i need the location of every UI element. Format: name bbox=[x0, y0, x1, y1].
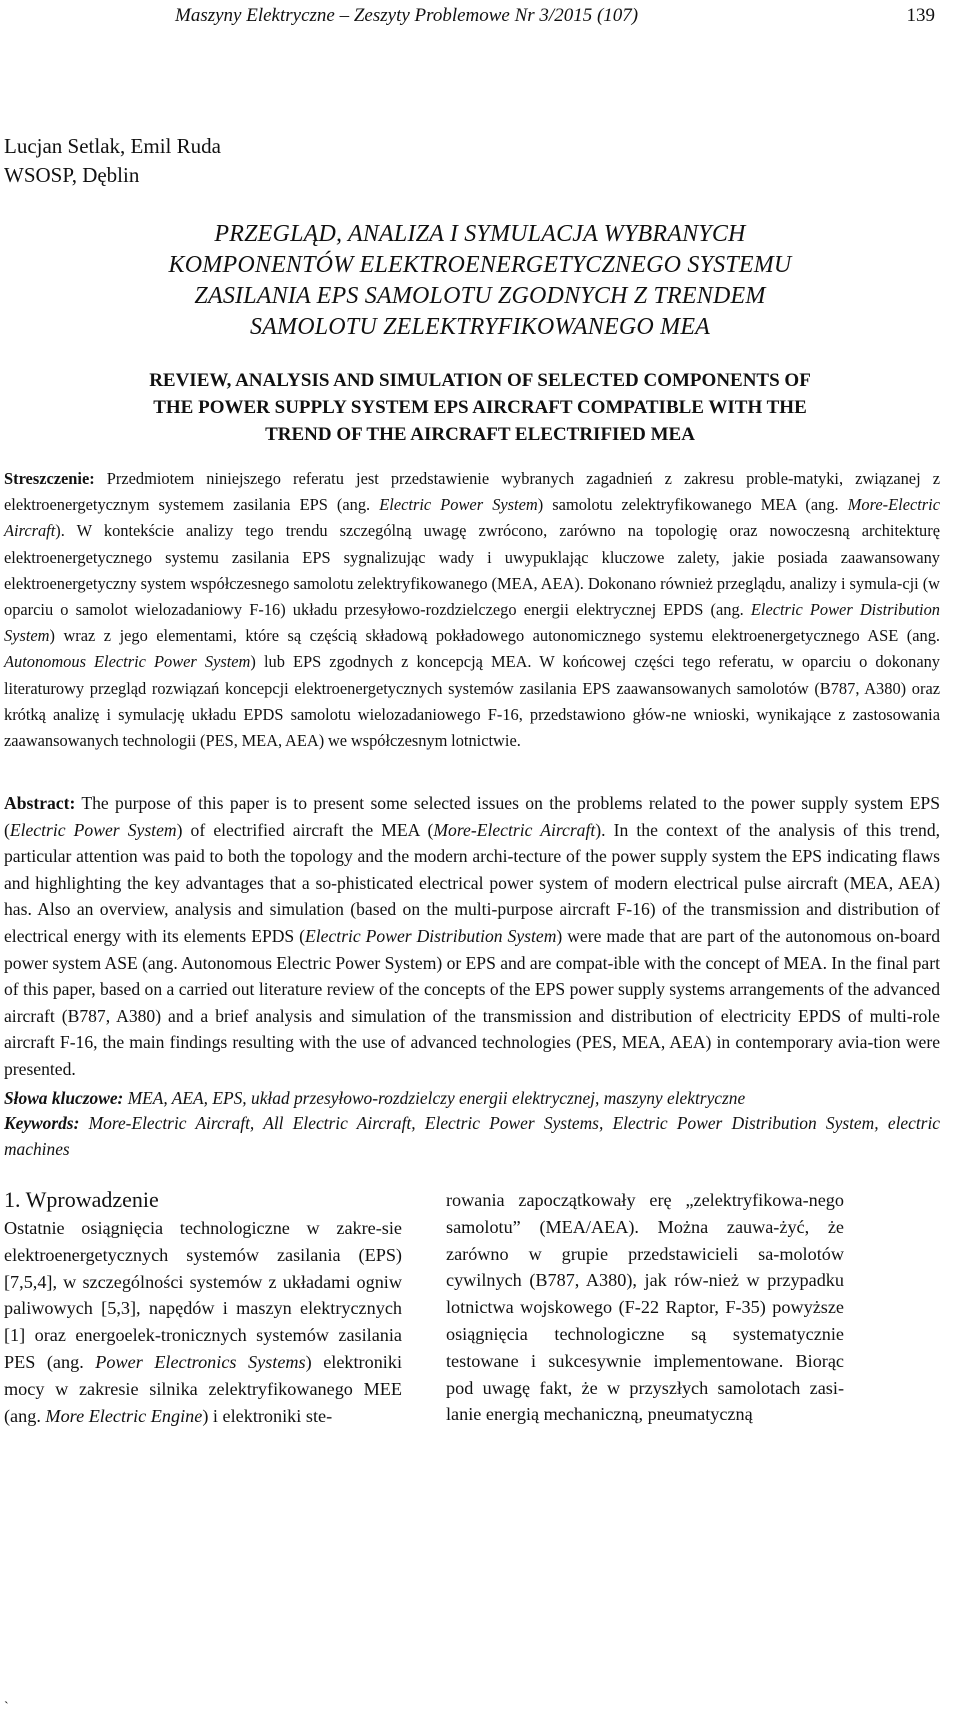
journal-title: Maszyny Elektryczne – Zeszyty Problemowe Nr 3/2015 (107) bbox=[175, 5, 639, 26]
keywords-english bbox=[4, 1110, 940, 1162]
title-en-line: THE POWER SUPPLY SYSTEM EPS AIRCRAFT COMPATIBLE WITH THE bbox=[153, 397, 807, 418]
abstract-pl-text: ) samolotu zelektryfikowanego MEA (ang. bbox=[537, 495, 848, 515]
title-pl-line: PRZEGLĄD, ANALIZA I SYMULACJA WYBRANYCH bbox=[214, 221, 746, 247]
title-pl-line: ZASILANIA EPS SAMOLOTU ZGODNYCH Z TRENDEM bbox=[194, 283, 766, 309]
abstract-en-italic: Electric Power System bbox=[9, 819, 177, 840]
body-italic: More Electric Engine bbox=[45, 1405, 203, 1426]
body-column-right: rowania zapoczątkowały erę „zelektryfikowa-nego samolotu” (MEA/AEA). Można zauwa-żyć, że zarówno w grupie przedstawicieli sa-molotów cywilnych (B787, A380), jak rów-nież w przypadku lotnictwa wojskowego (F-22 Raptor, F-35) powyższe osiągnięcia technologiczne są systematycznie testowane i sukcesywnie implementowane. Biorąc pod uwagę fakt, że w przyszłych samolotach zasi-lanie energią mechaniczną, pneumatyczną bbox=[446, 1190, 844, 1425]
author-block bbox=[4, 132, 221, 190]
title-en-line: TREND OF THE AIRCRAFT ELECTRIFIED MEA bbox=[265, 424, 695, 445]
abstract-en-text: ) were made that are part of the autonomous on-board power system ASE (ang. Autonomous Electric Power System) or EPS and are compat-ible with the concept of MEA. In the final part of this paper, based on a carried out literature review of the concepts of the EPS power supply systems arrangements of the advanced aircraft (B787, A380) and a brief analysis and simulation of the transmission and distribution of electricity EPDS of multi-role aircraft F-16, the main findings resulting with the use of advanced technologies (PES, MEA, AEA) in contemporary avia-tion were presented. bbox=[4, 925, 940, 1079]
abstract-pl-text: ) wraz z jego elementami, które są częścią składową pokładowego autonomicznego systemu elektroenergetycznego ASE (ang. bbox=[49, 626, 940, 646]
abstract-pl-italic: Autonomous Electric Power System bbox=[4, 652, 251, 672]
abstract-pl-text: ) lub EPS zgodnych z koncepcją MEA. W końcowej części tego referatu, w oparciu o dokonany literaturowy przegląd rozwiązań koncepcji elektroenergetycznych systemów zasilania EPS zaawansowanych samolotów (B787, A380) oraz krótką analizę i symulację układu EPDS samolotu wielozadaniowego F-16, przedstawiono głów-ne wnioski, wynikające z zastosowania zaawansowanych technologii (PES, MEA, AEA) we współczesnym lotnictwie. bbox=[4, 652, 940, 751]
keywords-pl-label: Słowa kluczowe: bbox=[4, 1088, 124, 1108]
keywords-en-text: More-Electric Aircraft, All Electric Aircraft, Electric Power Systems, Electric Power Distribution System, electric machines bbox=[4, 1113, 940, 1159]
abstract-en-text: ). In the context of the analysis of this trend, particular attention was paid to both the topology and the modern archi-tecture of the power supply system the EPS indicating flaws and highlighting the key advantages that a so-phisticated electrical power system of modern electrical pulse aircraft (MEA, AEA) has. Also an overview, analysis and simulation (based on the multi-purpose aircraft F-16) of the transmission and distribution of electrical energy with its elements EPDS ( bbox=[4, 819, 941, 946]
title-pl-line: SAMOLOTU ZELEKTRYFIKOWANEGO MEA bbox=[249, 314, 711, 340]
body-text: ) elektroniki mocy w zakresie silnika zelektryfikowanego MEE (ang. bbox=[4, 1351, 402, 1426]
abstract-pl-italic: More-Electric Aircraft bbox=[4, 495, 941, 541]
title-pl-line: KOMPONENTÓW ELEKTROENERGETYCZNEGO SYSTEMU bbox=[168, 252, 792, 278]
abstract-pl-italic: Electric Power System bbox=[379, 495, 538, 515]
body-text: Ostatnie osiągnięcia technologiczne w zakre-sie elektroenergetycznych systemów zasilania (EPS) [7,5,4], w szczególności systemów z układami ogniw paliwowych [5,3], napędów i maszyn elektrycznych [1] oraz energoelek-tronicznych systemów zasilania PES (ang. bbox=[4, 1218, 402, 1372]
abstract-en-text: ) of electrified aircraft the MEA ( bbox=[176, 819, 434, 840]
stray-mark: ` bbox=[4, 1700, 9, 1715]
page-number: 139 bbox=[906, 5, 935, 26]
abstract-en-text: The purpose of this paper is to present some selected issues on the problems related to the power supply system EPS ( bbox=[4, 793, 940, 840]
abstract-pl-italic: Electric Power Distribution System bbox=[4, 600, 940, 646]
author-names: Lucjan Setlak, Emil Ruda bbox=[4, 134, 221, 158]
abstract-en-italic: Electric Power Distribution System bbox=[305, 925, 557, 946]
abstract-pl-text: ). W kontekście analizy tego trendu szczególną uwagę zwrócono, zarówno na topologię oraz nowoczesną architekturę elektroenergetycznego systemu zasilania EPS sygnalizując wady i uwypuklając kluczowe zalety, jakie posiada zaawansowany elektroenergetyczny system współczesnego samolotu zelektryfikowanego (MEA, AEA). Dokonano również przeglądu, analizy i symula-cji (w oparciu o samolot wielozadaniowy F-16) układu przesyłowo-rozdzielczego energii elektrycznej EPDS (ang. bbox=[4, 521, 940, 620]
section-heading: 1. Wprowadzenie bbox=[4, 1187, 159, 1212]
streszczenie-label: Streszczenie: bbox=[4, 469, 95, 488]
abstract-pl-text: Przedmiotem niniejszego referatu jest przedstawienie wybranych zagadnień z zakresu proble-matyki, związanej z elektroenergetycznym systemem zasilania EPS (ang. bbox=[4, 469, 940, 515]
abstract-label: Abstract: bbox=[4, 793, 76, 813]
abstract-en-italic: More-Electric Aircraft bbox=[433, 819, 596, 840]
body-text: ) i elektroniki ste- bbox=[202, 1405, 333, 1426]
running-header bbox=[175, 0, 935, 32]
abstract-english bbox=[4, 790, 940, 1083]
author-affiliation: WSOSP, Dęblin bbox=[4, 163, 140, 187]
title-english bbox=[0, 367, 960, 448]
keywords-en-label: Keywords: bbox=[4, 1113, 80, 1133]
keywords-polish bbox=[4, 1085, 940, 1111]
body-italic: Power Electronics Systems bbox=[95, 1351, 306, 1372]
abstract-polish bbox=[4, 466, 940, 754]
title-polish bbox=[0, 219, 960, 343]
keywords-pl-text: MEA, AEA, EPS, układ przesyłowo-rozdzielczy energii elektrycznej, maszyny elektryczne bbox=[123, 1088, 746, 1108]
title-en-line: REVIEW, ANALYSIS AND SIMULATION OF SELECTED COMPONENTS OF bbox=[149, 370, 811, 391]
body-column-left bbox=[4, 1215, 402, 1429]
